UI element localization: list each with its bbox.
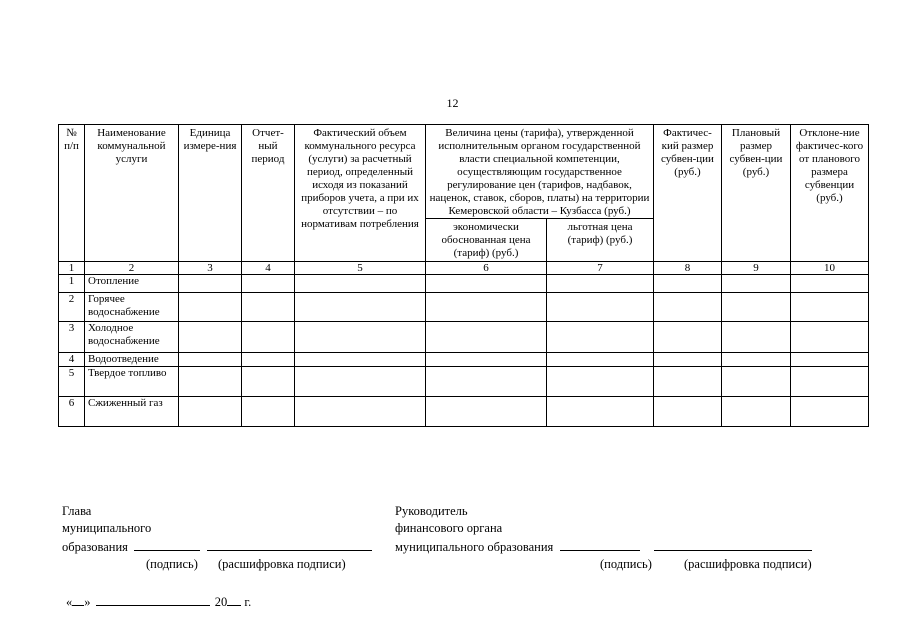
service-name: Отопление (85, 275, 179, 293)
table-cell[interactable] (547, 322, 654, 353)
header-period: Отчет-ный период (242, 125, 295, 262)
table-cell[interactable] (791, 293, 869, 322)
header-actual-volume: Фактический объем коммунального ресурса (услуги) за расчетный период, определенный исходя из показаний приборов учета, а при их отсутствии – по нормативам потребления (295, 125, 426, 262)
right-title-line3: муниципального образования (395, 540, 554, 554)
header-row (59, 125, 869, 219)
service-name: Твердое топливо (85, 367, 179, 397)
table-cell[interactable] (426, 367, 547, 397)
table-cell[interactable] (722, 397, 791, 427)
date-year-field[interactable] (227, 592, 241, 606)
header-tariff-group: Величина цены (тарифа), утвержденной исполнительным органом государственной власти специальной компетенции, осуществляющим государственное регулирование цен (тарифов, надбавок, наценок, ставок, сборов, платы) на территории Кемеровской области – Кузбасса (руб.) (426, 125, 654, 219)
column-number: 5 (295, 262, 426, 275)
table-cell[interactable] (242, 322, 295, 353)
page-number: 12 (446, 96, 459, 110)
column-number: 7 (547, 262, 654, 275)
signature-block-right (395, 503, 812, 556)
row-number: 2 (59, 293, 85, 322)
service-name: Горячее водоснабжение (85, 293, 179, 322)
column-number: 3 (179, 262, 242, 275)
column-number: 10 (791, 262, 869, 275)
service-name: Водоотведение (85, 353, 179, 367)
left-signature-line[interactable] (134, 537, 200, 551)
date-open-quote: « (66, 595, 73, 609)
left-podpis-caption: (подпись) (146, 557, 198, 571)
right-title-line2: финансового органа (395, 521, 503, 535)
left-title-line2: муниципального (62, 521, 152, 535)
right-decryption-line[interactable] (654, 537, 812, 551)
column-number: 2 (85, 262, 179, 275)
table-cell[interactable] (426, 353, 547, 367)
table-cell[interactable] (242, 353, 295, 367)
table-cell[interactable] (179, 275, 242, 293)
header-num: № п/п (59, 125, 85, 262)
table-cell[interactable] (722, 367, 791, 397)
table-row (59, 367, 869, 397)
right-title-line1: Руководитель (395, 504, 468, 518)
row-number: 5 (59, 367, 85, 397)
table-cell[interactable] (426, 275, 547, 293)
table-cell[interactable] (722, 353, 791, 367)
table-cell[interactable] (791, 397, 869, 427)
header-preferential-tariff: льготная цена (тариф) (руб.) (547, 218, 654, 261)
header-service-name: Наименование коммунальной услуги (85, 125, 179, 262)
signature-block-left (62, 503, 372, 556)
table-cell[interactable] (242, 275, 295, 293)
date-year-suffix: г. (244, 595, 252, 609)
left-decryption-line[interactable] (207, 537, 372, 551)
table-cell[interactable] (722, 293, 791, 322)
table-row (59, 293, 869, 322)
table-cell[interactable] (722, 322, 791, 353)
header-actual-subsidy: Фактичес-кий размер субвен-ции (руб.) (654, 125, 722, 262)
row-number: 3 (59, 322, 85, 353)
table-cell[interactable] (426, 293, 547, 322)
table-cell[interactable] (179, 293, 242, 322)
column-numbers-row (59, 262, 869, 275)
table-cell[interactable] (791, 367, 869, 397)
row-number: 6 (59, 397, 85, 427)
table-cell[interactable] (547, 293, 654, 322)
header-economic-tariff: экономически обоснованная цена (тариф) (руб.) (426, 218, 547, 261)
column-number: 9 (722, 262, 791, 275)
table-cell[interactable] (295, 322, 426, 353)
table-cell[interactable] (295, 275, 426, 293)
table-cell[interactable] (722, 275, 791, 293)
left-title-line1: Глава (62, 504, 92, 518)
table-cell[interactable] (242, 367, 295, 397)
left-rasshifrovka-caption: (расшифровка подписи) (218, 557, 346, 571)
service-name: Сжиженный газ (85, 397, 179, 427)
table-cell[interactable] (654, 367, 722, 397)
table-cell[interactable] (295, 293, 426, 322)
subsidy-report-table (58, 124, 869, 427)
date-day-field[interactable] (72, 592, 84, 606)
service-name: Холодное водоснабжение (85, 322, 179, 353)
header-planned-subsidy: Плановый размер субвен-ции (руб.) (722, 125, 791, 262)
table-cell[interactable] (295, 353, 426, 367)
row-number: 4 (59, 353, 85, 367)
table-cell[interactable] (426, 322, 547, 353)
right-signature-line[interactable] (560, 537, 640, 551)
column-number: 1 (59, 262, 85, 275)
table-cell[interactable] (654, 353, 722, 367)
table-cell[interactable] (547, 275, 654, 293)
table-cell[interactable] (654, 275, 722, 293)
left-title-line3: образования (62, 540, 128, 554)
table-cell[interactable] (295, 397, 426, 427)
table-row (59, 353, 869, 367)
header-deviation: Отклоне-ние фактичес-кого от планового размера субвенции (руб.) (791, 125, 869, 262)
row-number: 1 (59, 275, 85, 293)
date-month-field[interactable] (96, 592, 210, 606)
table-cell[interactable] (547, 367, 654, 397)
column-number: 6 (426, 262, 547, 275)
date-year-prefix: 20 (214, 595, 228, 609)
table-cell[interactable] (654, 293, 722, 322)
table-cell[interactable] (791, 353, 869, 367)
table-cell[interactable] (426, 397, 547, 427)
table-cell[interactable] (179, 397, 242, 427)
table-cell[interactable] (179, 353, 242, 367)
table-cell[interactable] (179, 367, 242, 397)
header-unit: Единица измере-ния (179, 125, 242, 262)
date-line (66, 592, 251, 611)
table-row (59, 397, 869, 427)
column-number: 4 (242, 262, 295, 275)
table-cell[interactable] (547, 353, 654, 367)
table-cell[interactable] (654, 397, 722, 427)
table-cell[interactable] (242, 397, 295, 427)
table-cell[interactable] (179, 322, 242, 353)
table-cell[interactable] (295, 367, 426, 397)
table-row (59, 322, 869, 353)
table-cell[interactable] (654, 322, 722, 353)
column-number: 8 (654, 262, 722, 275)
right-podpis-caption: (подпись) (600, 557, 652, 571)
table-cell[interactable] (791, 275, 869, 293)
table-cell[interactable] (242, 293, 295, 322)
table-cell[interactable] (791, 322, 869, 353)
table-row (59, 275, 869, 293)
right-rasshifrovka-caption: (расшифровка подписи) (684, 557, 812, 571)
table-cell[interactable] (547, 397, 654, 427)
date-close-quote: » (84, 595, 91, 609)
